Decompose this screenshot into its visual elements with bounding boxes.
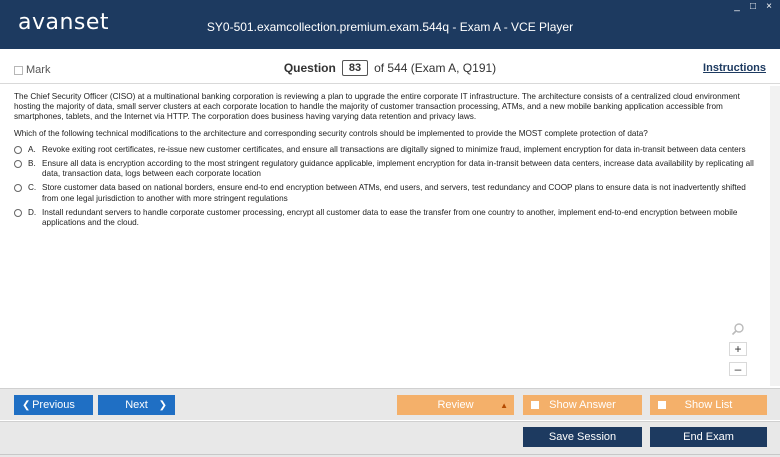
chevron-right-icon: ❯ bbox=[158, 399, 167, 411]
navigation-bar bbox=[0, 388, 780, 420]
next-label: Next bbox=[125, 399, 148, 411]
option-a[interactable] bbox=[14, 145, 762, 155]
show-list-label: Show List bbox=[684, 399, 733, 411]
question-total: of 544 (Exam A, Q191) bbox=[374, 61, 497, 75]
footer-bar bbox=[0, 421, 780, 457]
radio-button[interactable] bbox=[14, 160, 22, 168]
option-text: Install redundant servers to handle corporate customer processing, encrypt all customer data to ease the transfer from one country to another, implement end-to-end encryption between mobile applications and the cloud. bbox=[42, 207, 738, 228]
scrollbar-track[interactable] bbox=[770, 86, 780, 386]
review-button[interactable] bbox=[397, 395, 514, 415]
question-prompt: Which of the following technical modifications to the architecture and corresponding security controls should be implemented to provide the MOST complete protection of data? bbox=[14, 128, 648, 138]
question-bar bbox=[0, 52, 780, 84]
option-text: Ensure all data is encryption according to the most stringent regulatory guidance applicable, implement encryption for data in-transit between data centers, increase data availability by replicating all data, transaction data, logs between each corporate location bbox=[42, 159, 754, 179]
maximize-button[interactable]: □ bbox=[749, 1, 757, 12]
show-list-checkbox[interactable] bbox=[658, 401, 666, 409]
instructions-link[interactable]: Instructions bbox=[703, 62, 766, 74]
zoom-in-button[interactable]: + bbox=[729, 342, 747, 356]
previous-button[interactable] bbox=[14, 395, 93, 415]
window-controls bbox=[732, 2, 774, 12]
option-letter: C. bbox=[28, 183, 37, 193]
option-text: Store customer data based on national borders, ensure end-to end encryption between ATMs, end users, and servers, test redundancy and COOP plans to ensure data is not inadvertently shifted from one legal jurisdiction to another with more stringent regulations bbox=[42, 183, 746, 203]
option-b[interactable] bbox=[14, 159, 762, 179]
triangle-up-icon: ▲ bbox=[500, 400, 508, 410]
radio-button[interactable] bbox=[14, 146, 22, 154]
option-letter: A. bbox=[28, 144, 36, 154]
radio-button[interactable] bbox=[14, 184, 22, 192]
radio-button[interactable] bbox=[14, 209, 22, 217]
close-button[interactable]: × bbox=[766, 1, 772, 12]
option-letter: B. bbox=[28, 159, 36, 169]
magnifier-icon bbox=[731, 322, 745, 336]
mark-label: Mark bbox=[26, 64, 51, 76]
save-session-button[interactable]: Save Session bbox=[523, 427, 642, 447]
review-label: Review bbox=[437, 399, 474, 411]
chevron-left-icon: ❮ bbox=[22, 399, 31, 411]
zoom-out-button[interactable]: – bbox=[729, 362, 747, 376]
zoom-controls bbox=[727, 322, 749, 376]
title-bar bbox=[0, 0, 780, 49]
show-answer-checkbox[interactable] bbox=[531, 401, 539, 409]
question-content bbox=[14, 92, 762, 232]
next-button[interactable] bbox=[98, 395, 175, 415]
option-letter: D. bbox=[28, 207, 37, 217]
question-word: Question bbox=[283, 61, 336, 75]
question-counter bbox=[0, 60, 780, 76]
question-number-input[interactable]: 83 bbox=[342, 60, 368, 76]
show-answer-button[interactable] bbox=[523, 395, 642, 415]
option-text: Revoke exiting root certificates, re-issue new customer certificates, and ensure all transactions are digitally signed to minimize fraud, implement encryption for data in-transit between data centers bbox=[42, 144, 746, 154]
app-logo: avanset bbox=[18, 10, 110, 35]
option-d[interactable] bbox=[14, 208, 762, 228]
end-exam-button[interactable]: End Exam bbox=[650, 427, 767, 447]
footer-divider bbox=[0, 454, 780, 455]
option-c[interactable] bbox=[14, 183, 762, 203]
show-list-button[interactable] bbox=[650, 395, 767, 415]
question-stem: The Chief Security Officer (CISO) at a multinational banking corporation is reviewing a plan to upgrade the entire corporate IT infrastructure. The architecture consists of a centralized cloud environment hosting the majority of data, small server clusters at each corporate location to handle the majority of customer transaction processing, ATMs, and a new mobile banking application accessible from smartphones, tablets, and the Internet via HTTP. The corporation does business having varying data retention and privacy laws. bbox=[14, 92, 740, 122]
minimize-button[interactable]: _ bbox=[734, 1, 740, 12]
previous-label: Previous bbox=[32, 399, 75, 411]
show-answer-label: Show Answer bbox=[549, 399, 616, 411]
window-title: SY0-501.examcollection.premium.exam.544q - Exam A - VCE Player bbox=[206, 20, 574, 34]
